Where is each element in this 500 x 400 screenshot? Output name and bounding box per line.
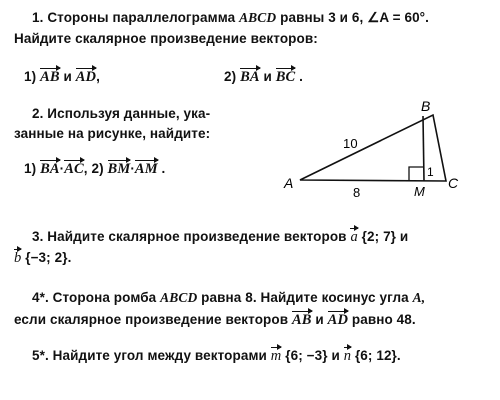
label-c: C — [448, 175, 459, 191]
item-number: 2) — [224, 69, 237, 84]
conjunction: и — [399, 229, 409, 244]
length-am: 8 — [353, 185, 361, 200]
period: . — [299, 69, 304, 84]
separator: , 2) — [83, 161, 104, 176]
vector-a-coords: {2; 7} — [361, 229, 397, 244]
problem-1-line-1 — [32, 10, 429, 26]
parallelogram-name: ABCD — [239, 10, 277, 25]
problem-2-line-1 — [32, 106, 210, 121]
problem-1-item-1 — [24, 66, 100, 86]
problem-4-text: Сторона ромба — [52, 290, 157, 305]
vector-ba: BA — [240, 66, 260, 86]
problem-1-sides: равны 3 и 6, — [280, 10, 364, 25]
problem-2-items: 1) BA·AC, 2) BM·AM . — [24, 158, 165, 178]
vector-n-coords: {6; 12}. — [354, 348, 401, 363]
item-number: 1) — [24, 69, 37, 84]
problem-5-line-1 — [32, 345, 401, 365]
vector-ba: BA — [40, 158, 60, 178]
vector-ab: AB — [292, 309, 312, 329]
vector-ac: AC — [64, 158, 84, 178]
vector-m-coords: {6; −3} — [285, 348, 328, 363]
problem-3-text: 3. Найдите скалярное произведение векторов — [32, 229, 347, 244]
problem-4-number: 4*. — [32, 290, 49, 305]
problem-2-line-2 — [14, 126, 210, 141]
problem-1-text: Стороны параллелограмма — [47, 10, 236, 25]
period: . — [161, 161, 166, 176]
comma: , — [96, 69, 100, 84]
height-bm — [423, 116, 424, 181]
problem-2-text: 2. Используя данные, ука- — [32, 106, 211, 121]
problem-4-question: равна 8. Найдите косинус угла — [201, 290, 409, 305]
length-ab: 10 — [343, 136, 358, 151]
label-m: M — [414, 184, 425, 199]
vector-am: AM — [135, 158, 158, 178]
angle-a: A, — [412, 290, 426, 305]
problem-4-condition: если скалярное произведение векторов — [14, 312, 289, 327]
vector-bc: BC — [276, 66, 296, 86]
problem-1-number: 1. — [32, 10, 44, 25]
vector-ad: AD — [328, 309, 348, 329]
conjunction: и — [263, 69, 272, 84]
label-a: A — [284, 175, 294, 191]
item-number: 1) — [24, 161, 37, 176]
problem-5-text: 5*. Найдите угол между векторами — [32, 348, 267, 363]
vector-a: a — [350, 226, 357, 246]
label-b: B — [421, 98, 431, 114]
problem-2-question: занные на рисунке, найдите: — [14, 126, 211, 141]
problem-1-angle: ∠A = 60°. — [367, 10, 430, 25]
problem-4-line-1 — [32, 290, 425, 306]
problem-1-question: Найдите скалярное произведение векторов: — [14, 31, 318, 46]
vector-b: b — [14, 247, 21, 267]
vector-n: n — [344, 345, 351, 365]
vector-ad: AD — [76, 66, 96, 86]
rhombus-name: ABCD — [160, 290, 198, 305]
problem-1-item-2 — [224, 66, 303, 86]
conjunction: и — [63, 69, 72, 84]
right-angle-mark — [409, 167, 423, 181]
vector-ab: AB — [40, 66, 60, 86]
problem-4-line-2 — [14, 309, 416, 329]
conjunction: и — [331, 348, 340, 363]
problem-4-value: равно 48. — [351, 312, 416, 327]
triangle-abc — [300, 115, 446, 181]
vector-b-coords: {−3; 2}. — [25, 250, 72, 265]
problem-3-line-1 — [32, 226, 408, 246]
length-mc: 1 — [427, 165, 434, 179]
vector-bm: BM — [108, 158, 131, 178]
problem-1-line-2 — [14, 31, 318, 46]
problem-3-line-2 — [14, 247, 71, 267]
conjunction: и — [315, 312, 324, 327]
vector-m: m — [271, 345, 282, 365]
